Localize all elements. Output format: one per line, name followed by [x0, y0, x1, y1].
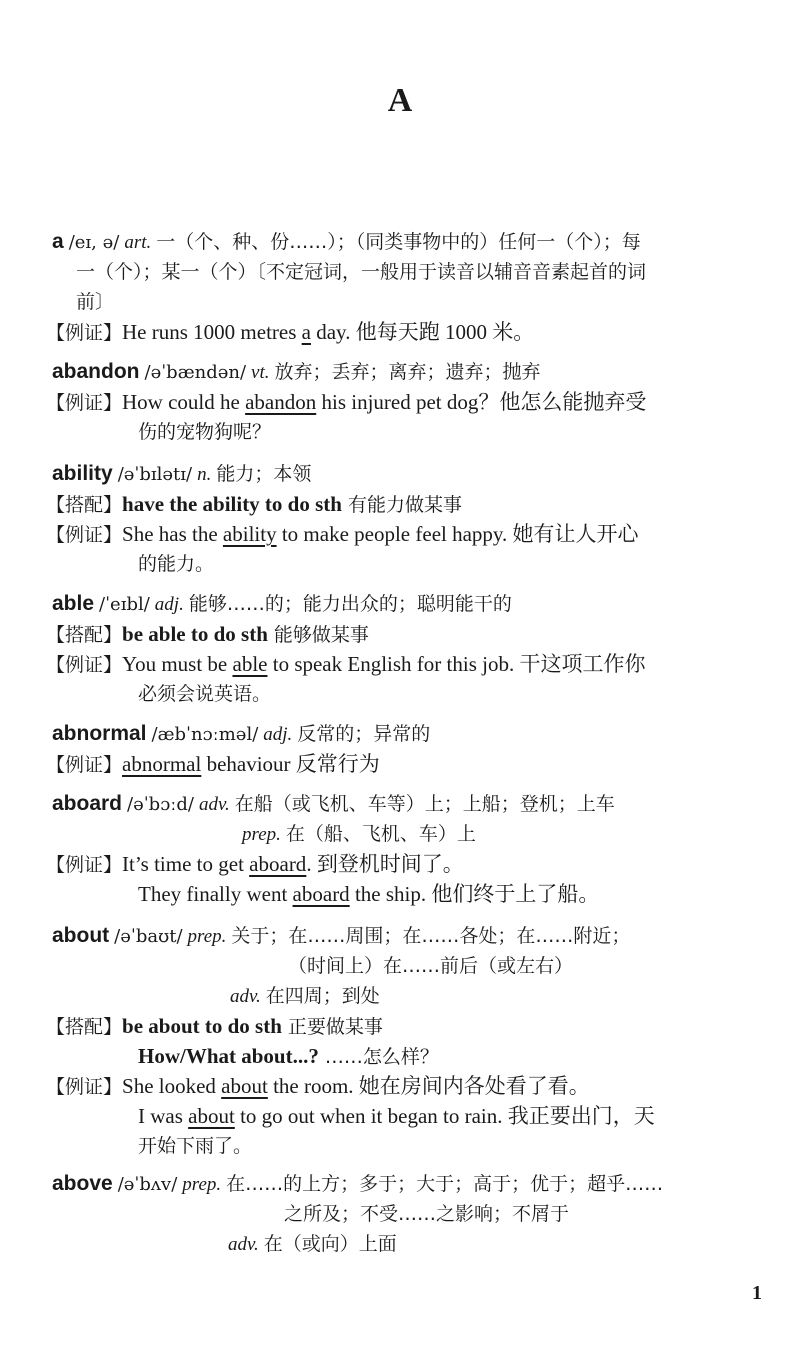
- underlined-headword: abnormal: [122, 752, 202, 776]
- part-of-speech: vt.: [251, 362, 270, 383]
- definition: 一（个、种、份……）；（同类事物中的）任何一（个）；每: [156, 231, 641, 253]
- entry-aboard-line2: [242, 820, 476, 849]
- entry-able-line1: [52, 590, 512, 619]
- phonetic: /æbˈnɔːməl/: [151, 724, 259, 745]
- example-label: 【例证】: [46, 754, 123, 776]
- definition: 能够……的；能力出众的；聪明能干的: [188, 593, 512, 615]
- definition: 在（船、飞机、车）上: [285, 823, 476, 845]
- example-line: I was about to go out when it began to rain. 我正要出门，天: [138, 1104, 655, 1128]
- example-label: 【例证】: [46, 654, 123, 676]
- page-number: 1: [752, 1282, 762, 1304]
- headword: ability: [52, 462, 113, 485]
- underlined-headword: about: [221, 1074, 268, 1098]
- example-line: 【例证】She has the ability to make people feel happy. 她有让人开心: [46, 522, 639, 546]
- definition-cont: 一（个）；某一（个）〔不定冠词，一般用于读音以辅音音素起首的词: [76, 261, 647, 283]
- entry-a-line1: [52, 228, 641, 257]
- definition: 能力；本领: [216, 463, 312, 485]
- underlined-headword: aboard: [292, 882, 350, 906]
- part-of-speech: prep.: [182, 1174, 222, 1195]
- definition: 放弃；丢弃；离弃；遗弃；抛弃: [274, 361, 541, 383]
- definition-cont: 前〕: [76, 291, 115, 313]
- example-cont: 必须会说英语。: [138, 683, 272, 705]
- example-cont: 的能力。: [138, 553, 215, 575]
- example-line: They finally went aboard the ship. 他们终于上了船。: [138, 882, 600, 906]
- example-line: 【例证】He runs 1000 metres a day. 他每天跑 1000 米。: [46, 320, 535, 344]
- headword: abnormal: [52, 722, 147, 745]
- phonetic: /eɪ, ə/: [68, 232, 120, 253]
- collocation-line: 【搭配】be about to do sth 正要做某事: [46, 1014, 383, 1038]
- part-of-speech: adv.: [230, 986, 261, 1007]
- definition: 反常的；异常的: [297, 723, 431, 745]
- example-line: 【例证】You must be able to speak English for this job. 干这项工作你: [46, 652, 646, 676]
- underlined-headword: able: [232, 652, 268, 676]
- headword: able: [52, 592, 95, 615]
- definition: 在四周；到处: [265, 985, 380, 1007]
- collocation-label: 【搭配】: [46, 494, 123, 516]
- part-of-speech: prep.: [187, 926, 227, 947]
- example-line: 【例证】She looked about the room. 她在房间内各处看了看。: [46, 1074, 590, 1098]
- part-of-speech: prep.: [242, 824, 281, 845]
- part-of-speech: adv.: [228, 1234, 259, 1255]
- phonetic: /ˈeɪbl/: [99, 594, 150, 615]
- headword: aboard: [52, 792, 123, 815]
- entry-abandon-line1: [52, 358, 541, 387]
- example-label: 【例证】: [46, 1076, 123, 1098]
- example-label: 【例证】: [46, 854, 123, 876]
- phonetic: /əˈbaʊt/: [114, 926, 183, 947]
- section-letter-heading: A: [387, 82, 413, 119]
- underlined-headword: abandon: [245, 390, 317, 414]
- part-of-speech: art.: [124, 232, 152, 253]
- underlined-headword: aboard: [249, 852, 307, 876]
- example-line: 【例证】abnormal behaviour 反常行为: [46, 752, 380, 776]
- phonetic: /əˈbændən/: [144, 362, 247, 383]
- definition: 在船（或飞机、车等）上；上船；登机；上车: [234, 793, 615, 815]
- entry-above-line3: [228, 1230, 397, 1259]
- phonetic: /əˈbɔːd/: [127, 794, 194, 815]
- example-label: 【例证】: [46, 524, 123, 546]
- definition: 在……的上方；多于；大于；高于；优于；超乎……: [226, 1173, 664, 1195]
- example-cont: 伤的宠物狗呢？: [138, 421, 272, 443]
- underlined-headword: a: [301, 320, 311, 344]
- definition-cont: 之所及；不受……之影响；不屑于: [284, 1203, 570, 1225]
- entry-aboard-line1: [52, 790, 615, 819]
- headword: abandon: [52, 360, 140, 383]
- definition: 在（或向）上面: [263, 1233, 397, 1255]
- headword: a: [52, 230, 64, 253]
- headword: above: [52, 1172, 113, 1195]
- example-label: 【例证】: [46, 322, 123, 344]
- part-of-speech: adj.: [263, 724, 293, 745]
- definition: 关于；在……周围；在……各处；在……附近；: [231, 925, 631, 947]
- example-label: 【例证】: [46, 392, 123, 414]
- entry-abnormal-line1: [52, 720, 430, 749]
- entry-about-line1: [52, 922, 630, 951]
- example-line: 【例证】It’s time to get aboard. 到登机时间了。: [46, 852, 464, 876]
- collocation-label: 【搭配】: [46, 624, 123, 646]
- underlined-headword: about: [188, 1104, 235, 1128]
- collocation-line: 【搭配】be able to do sth 能够做某事: [46, 622, 369, 646]
- part-of-speech: adj.: [154, 594, 184, 615]
- entry-about-line3: [230, 982, 380, 1011]
- collocation-label: 【搭配】: [46, 1016, 123, 1038]
- collocation-line: 【搭配】have the ability to do sth 有能力做某事: [46, 492, 462, 516]
- entry-above-line1: [52, 1170, 663, 1199]
- part-of-speech: adv.: [198, 794, 230, 815]
- example-cont: 开始下雨了。: [138, 1135, 253, 1157]
- phonetic: /əˈbɪlətɪ/: [117, 464, 193, 485]
- phonetic: /əˈbʌv/: [117, 1174, 178, 1195]
- headword: about: [52, 924, 110, 947]
- collocation-line: How/What about...? ……怎么样？: [138, 1044, 439, 1068]
- example-line: 【例证】How could he abandon his injured pet dog？他怎么能抛弃受: [46, 390, 647, 414]
- entry-ability-line1: [52, 460, 311, 489]
- part-of-speech: n.: [197, 464, 212, 485]
- definition-cont: （时间上）在……前后（或左右）: [288, 955, 574, 977]
- underlined-headword: ability: [222, 522, 277, 546]
